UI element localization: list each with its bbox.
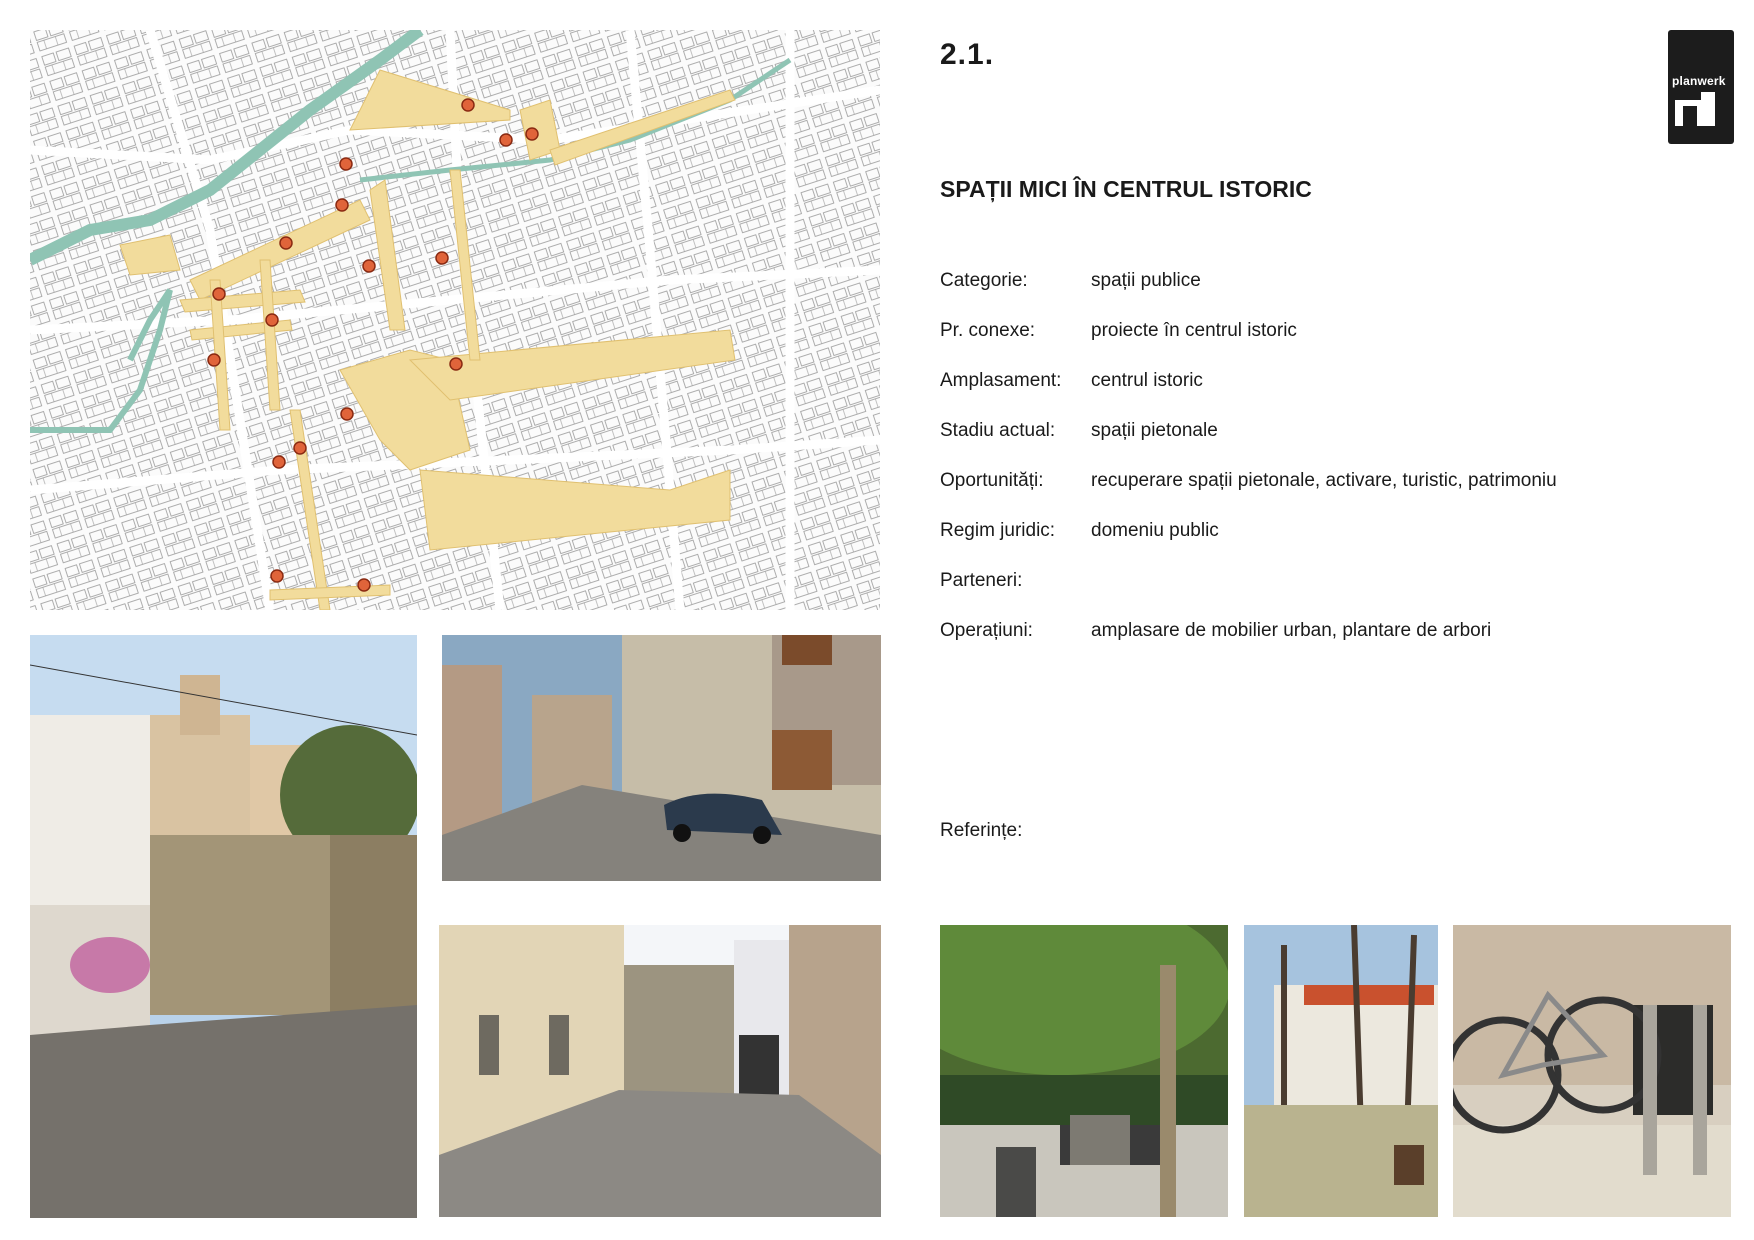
photo-pedestrian-street bbox=[439, 925, 881, 1217]
field-label: Categorie: bbox=[940, 270, 1028, 291]
field-label: Pr. conexe: bbox=[940, 320, 1036, 341]
map-marker bbox=[280, 237, 292, 249]
field-value: recuperare spații pietonale, activare, turistic, patrimoniu bbox=[1091, 470, 1557, 491]
field-value: spații publice bbox=[1091, 270, 1201, 291]
map-marker bbox=[500, 134, 512, 146]
map-marker bbox=[273, 456, 285, 468]
map-marker bbox=[340, 158, 352, 170]
field-label: Oportunități: bbox=[940, 470, 1044, 491]
map-marker bbox=[450, 358, 462, 370]
page-title: SPAȚII MICI ÎN CENTRUL ISTORIC bbox=[940, 176, 1312, 202]
field-value: amplasare de mobilier urban, plantare de arbori bbox=[1091, 620, 1492, 641]
section-number: 2.1. bbox=[940, 38, 995, 71]
map-marker bbox=[294, 442, 306, 454]
map-marker bbox=[363, 260, 375, 272]
map-marker bbox=[336, 199, 348, 211]
references-label: Referințe: bbox=[940, 820, 1023, 841]
reference-photo-courtyard bbox=[1244, 925, 1438, 1217]
map-marker bbox=[462, 99, 474, 111]
field-value: domeniu public bbox=[1091, 520, 1219, 541]
map-marker bbox=[341, 408, 353, 420]
logo-text: planwerk bbox=[1672, 74, 1726, 88]
reference-photo-square-benches bbox=[940, 925, 1228, 1217]
planwerk-logo bbox=[1668, 30, 1734, 144]
map-marker bbox=[358, 579, 370, 591]
reference-photo-bike-rack bbox=[1453, 925, 1731, 1217]
site-map bbox=[30, 30, 880, 610]
map-marker bbox=[208, 354, 220, 366]
field-value: centrul istoric bbox=[1091, 370, 1203, 391]
field-value: proiecte în centrul istoric bbox=[1091, 320, 1297, 341]
map-marker bbox=[526, 128, 538, 140]
photo-street-car bbox=[442, 635, 881, 881]
field-label: Operațiuni: bbox=[940, 620, 1033, 641]
field-label: Parteneri: bbox=[940, 570, 1023, 591]
map-drawing bbox=[30, 30, 880, 610]
photo-city-wall bbox=[30, 635, 417, 1218]
field-label: Amplasament: bbox=[940, 370, 1062, 391]
field-label: Stadiu actual: bbox=[940, 420, 1056, 441]
logo-mark-icon bbox=[1675, 92, 1715, 126]
map-marker bbox=[266, 314, 278, 326]
map-marker bbox=[271, 570, 283, 582]
field-value: spații pietonale bbox=[1091, 420, 1218, 441]
map-marker bbox=[436, 252, 448, 264]
field-label: Regim juridic: bbox=[940, 520, 1056, 541]
map-marker bbox=[213, 288, 225, 300]
